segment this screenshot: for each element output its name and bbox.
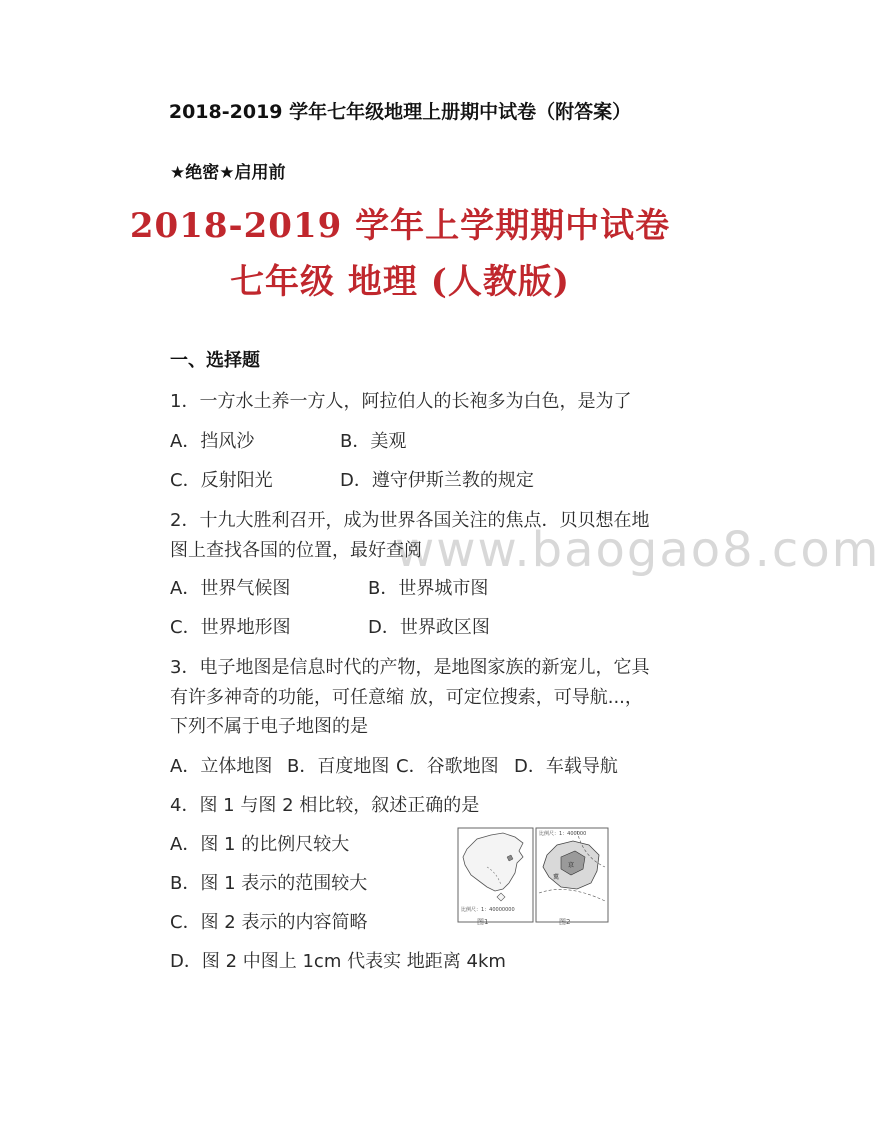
map-2-label-jing: 京 — [568, 862, 575, 869]
question-2-line-1: 2．十九大胜利召开，成为世界各国关注的焦点．贝贝想在地 — [170, 510, 650, 531]
exam-title-line1: 2018-2019 学年上学期期中试卷 — [129, 206, 671, 246]
question-3-option-d: D．车载导航 — [514, 756, 618, 777]
question-2-option-b: B．世界城市图 — [368, 578, 489, 599]
question-3-option-c: C．谷歌地图 — [396, 756, 499, 777]
question-4-option-c: C．图 2 表示的内容简略 — [170, 912, 368, 933]
map-figure-svg — [457, 827, 609, 923]
question-3-line-1: 3．电子地图是信息时代的产物，是地图家族的新宠儿，它具 — [170, 657, 650, 678]
map-2-label-ji: 冀 — [553, 874, 560, 881]
watermark: www.baogao8.com — [395, 522, 880, 578]
section-title: 一、选择题 — [170, 350, 260, 371]
map-1-scale: 比例尺：1：40000000 — [461, 907, 515, 913]
question-3-option-a: A．立体地图 — [170, 756, 273, 777]
question-2-option-a: A．世界气候图 — [170, 578, 291, 599]
question-2-option-d: D．世界政区图 — [368, 617, 490, 638]
question-4-option-d: D．图 2 中图上 1cm 代表实 地距离 4km — [170, 951, 506, 972]
map-1-caption: 图1 — [477, 918, 489, 926]
map-2-caption: 图2 — [559, 918, 571, 926]
question-1-line-1: 1．一方水土养一方人，阿拉伯人的长袍多为白色，是为了 — [170, 391, 632, 412]
question-1-option-a: A．挡风沙 — [170, 431, 255, 452]
question-2-option-c: C．世界地形图 — [170, 617, 291, 638]
map-2-scale: 比例尺：1：400000 — [539, 831, 587, 837]
question-4-option-b: B．图 1 表示的范围较大 — [170, 873, 368, 894]
document-title: 2018-2019 学年七年级地理上册期中试卷（附答案） — [168, 101, 632, 123]
question-2-line-2: 图上查找各国的位置，最好查阅 — [170, 540, 422, 561]
question-1-option-c: C．反射阳光 — [170, 470, 273, 491]
question-4-line-1: 4．图 1 与图 2 相比较，叙述正确的是 — [170, 795, 480, 816]
question-4-option-a: A．图 1 的比例尺较大 — [170, 834, 350, 855]
secret-label: ★绝密★启用前 — [170, 163, 286, 183]
question-3-line-2: 有许多神奇的功能，可任意缩 放，可定位搜索，可导航...， — [170, 687, 643, 708]
exam-title-line2: 七年级 地理 (人教版) — [230, 262, 570, 302]
map-figure — [457, 827, 609, 926]
question-3-option-b: B．百度地图 — [287, 756, 390, 777]
question-1-option-b: B．美观 — [340, 431, 407, 452]
question-3-line-3: 下列不属于电子地图的是 — [170, 716, 368, 737]
question-1-option-d: D．遵守伊斯兰教的规定 — [340, 470, 534, 491]
